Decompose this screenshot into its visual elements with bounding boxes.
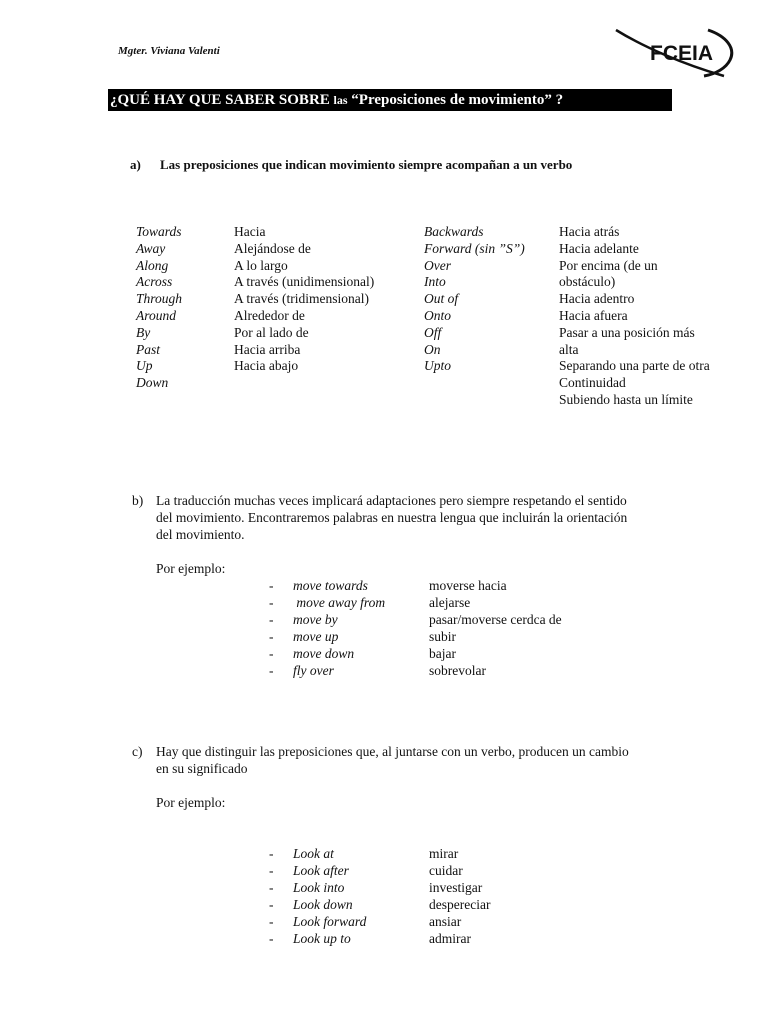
section-b-line: del movimiento. <box>156 527 245 542</box>
page-title <box>108 89 672 111</box>
section-c-paragraph <box>132 743 746 777</box>
title-part-2: las <box>333 93 348 107</box>
example-spanish: admirar <box>429 931 471 946</box>
list-item: Subiendo hasta un límite <box>559 391 693 407</box>
list-dash: - <box>269 646 274 661</box>
example-spanish: ansiar <box>429 914 462 929</box>
left-english-column <box>136 224 182 392</box>
list-item: A lo largo <box>234 257 288 273</box>
list-item: Across <box>136 274 173 290</box>
example-spanish: despereciar <box>429 897 491 912</box>
section-c-marker: c) <box>132 744 143 759</box>
example-english: move away from <box>293 595 386 610</box>
list-item: Down <box>136 375 169 391</box>
example-english: Look forward <box>293 914 367 929</box>
list-item: Off <box>424 324 442 340</box>
list-dash: - <box>269 846 274 861</box>
example-english: Look down <box>293 897 353 912</box>
list-dash: - <box>269 880 274 895</box>
title-part-3: “Preposiciones de movimiento” ? <box>351 92 564 108</box>
list-dash: - <box>269 663 274 678</box>
list-dash: - <box>269 612 274 627</box>
section-b-marker: b) <box>132 493 144 508</box>
example-spanish: bajar <box>429 646 456 661</box>
left-spanish-column <box>234 224 374 375</box>
right-spanish-column <box>559 224 710 409</box>
list-item: Hacia adentro <box>559 291 635 307</box>
title-part-1: ¿QUÉ HAY QUE SABER SOBRE <box>110 92 330 108</box>
list-item: obstáculo) <box>559 274 616 290</box>
list-dash: - <box>269 931 274 946</box>
list-item: Hacia afuera <box>559 307 628 323</box>
list-item: Past <box>136 341 161 357</box>
section-b-examples <box>269 577 669 679</box>
section-a-heading-text: Las preposiciones que indican movimiento siempre acompañan a un verbo <box>160 157 573 172</box>
list-item: Along <box>136 257 169 273</box>
example-english: Look into <box>293 880 345 895</box>
example-english: fly over <box>293 663 334 678</box>
section-c-line: Hay que distinguir las preposiciones que, al juntarse con un verbo, producen un cambio <box>156 744 629 759</box>
example-spanish: pasar/moverse cerdca de <box>429 612 562 627</box>
list-item: Por encima (de un <box>559 257 658 273</box>
section-a-marker: a) <box>130 157 141 172</box>
list-item: Continuidad <box>559 375 626 391</box>
list-dash: - <box>269 595 274 610</box>
author-name: Mgter. Viviana Valenti <box>118 45 220 57</box>
list-item: Hacia atrás <box>559 224 620 239</box>
example-spanish: subir <box>429 629 456 644</box>
list-item: Hacia arriba <box>234 341 301 357</box>
example-english: move by <box>293 612 338 627</box>
list-item: Alejándose de <box>234 240 311 256</box>
list-item: Forward (sin ”S”) <box>424 240 525 256</box>
list-dash: - <box>269 914 274 929</box>
list-dash: - <box>269 863 274 878</box>
list-item: Upto <box>424 358 451 374</box>
section-c-example-label: Por ejemplo: <box>156 795 226 810</box>
section-c-examples <box>269 845 669 947</box>
list-item: Por al lado de <box>234 324 309 340</box>
list-item: Onto <box>424 307 451 323</box>
section-c-line: en su significado <box>156 761 248 776</box>
list-item: Over <box>424 257 451 273</box>
example-spanish: investigar <box>429 880 483 895</box>
example-spanish: cuidar <box>429 863 463 878</box>
example-english: Look after <box>293 863 349 878</box>
list-item: Around <box>136 307 176 323</box>
list-dash: - <box>269 629 274 644</box>
list-item: Hacia <box>234 224 266 239</box>
list-item: Through <box>136 291 183 307</box>
section-b-line: del movimiento. Encontraremos palabras en nuestra lengua que incluirán la orientación <box>156 510 628 525</box>
example-spanish: alejarse <box>429 595 471 610</box>
section-a-heading <box>130 157 572 173</box>
section-b-paragraph <box>132 492 746 543</box>
list-dash: - <box>269 897 274 912</box>
list-dash: - <box>269 578 274 593</box>
example-spanish: mirar <box>429 846 459 861</box>
list-item: Backwards <box>424 224 484 239</box>
example-spanish: moverse hacia <box>429 578 507 593</box>
list-item: Hacia adelante <box>559 240 639 256</box>
example-english: Look at <box>293 846 334 861</box>
list-item: Separando una parte de otra <box>559 358 710 374</box>
list-item: Into <box>424 274 446 290</box>
fceia-logo-text: FCEIA <box>650 42 713 65</box>
list-item: On <box>424 341 441 357</box>
list-item: A través (unidimensional) <box>234 274 375 290</box>
list-item: A través (tridimensional) <box>234 291 369 307</box>
list-item: Up <box>136 358 153 374</box>
section-b-line: La traducción muchas veces implicará adaptaciones pero siempre respetando el sentido <box>156 493 627 508</box>
list-item: Hacia abajo <box>234 358 299 374</box>
example-english: move towards <box>293 578 368 593</box>
list-item: Away <box>136 240 166 256</box>
example-english: move down <box>293 646 355 661</box>
list-item: Out of <box>424 291 459 307</box>
fceia-logo <box>612 26 736 82</box>
example-spanish: sobrevolar <box>429 663 486 678</box>
list-item: Alrededor de <box>234 307 305 323</box>
section-b-example-label: Por ejemplo: <box>156 561 226 576</box>
list-item: alta <box>559 341 579 357</box>
example-english: move up <box>293 629 339 644</box>
right-english-column <box>424 224 525 375</box>
example-english: Look up to <box>293 931 351 946</box>
list-item: By <box>136 324 151 340</box>
list-item: Towards <box>136 224 182 239</box>
list-item: Pasar a una posición más <box>559 324 695 340</box>
